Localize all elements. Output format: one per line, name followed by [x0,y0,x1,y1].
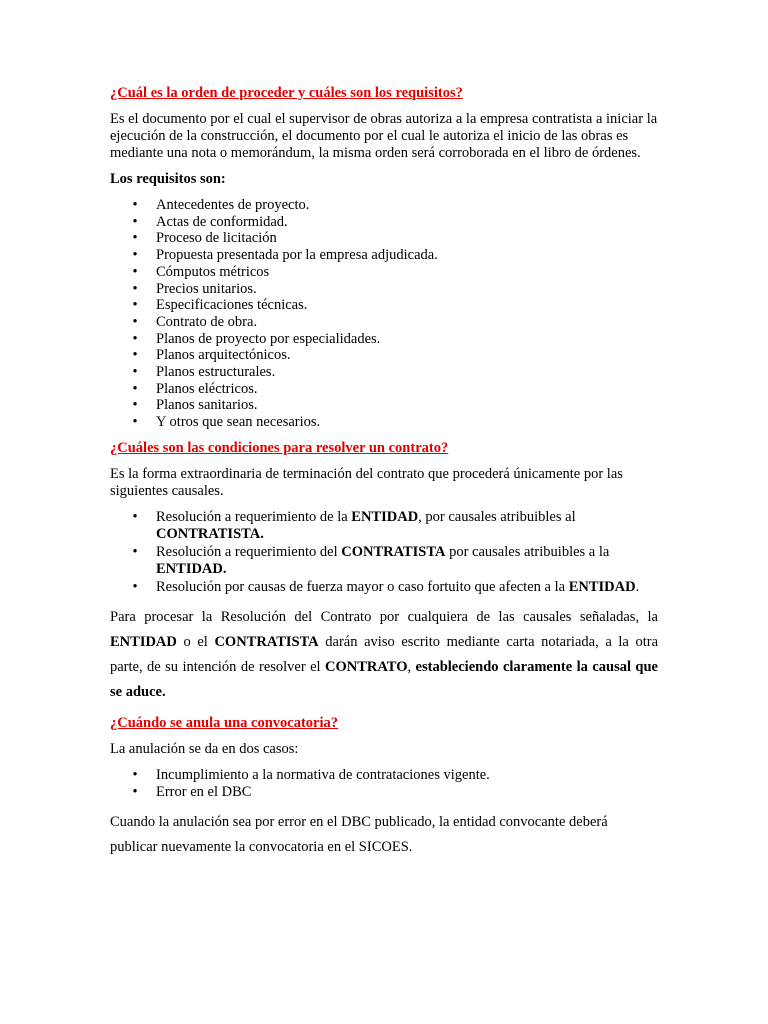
list-item: • Y otros que sean necesarios. [110,414,658,431]
list-item: • Planos arquitectónicos. [110,347,658,364]
list-item: • Planos eléctricos. [110,381,658,398]
bullet-icon: • [132,767,138,784]
list-item: • Planos estructurales. [110,364,658,381]
bullet-icon: • [132,263,138,280]
list-item: • Antecedentes de proyecto. [110,197,658,214]
document-body [110,85,658,860]
bullet-icon: • [132,380,138,397]
list-item: • Proceso de licitación [110,230,658,247]
list-item: • Especificaciones técnicas. [110,297,658,314]
list-item: • Actas de conformidad. [110,214,658,231]
list-item: • Error en el DBC [110,784,658,801]
list-item: • Planos de proyecto por especialidades. [110,331,658,348]
list-item: • Precios unitarios. [110,281,658,298]
bullet-icon: • [132,397,138,414]
list-item: • Incumplimiento a la normativa de contrataciones vigente. [110,767,658,784]
paragraph-sicoes: Cuando la anulación sea por error en el DBC publicado, la entidad convocante deberá publicar nuevamente la convocatoria en el SICOES. [110,813,608,855]
list-item: • Resolución a requerimiento de la ENTIDAD, por causales atribuibles al CONTRATISTA. [110,509,658,544]
paragraph-orden: Es el documento por el cual el supervisor de obras autoriza a la empresa contratista a iniciar la ejecución de la construcción, el documento por el cual le autoriza el inicio de las obras es mediante una nota o memorándum, la misma orden será corroborada en el libro de órdenes. [110,111,658,161]
bullet-icon: • [132,508,138,525]
list-item: • Planos sanitarios. [110,397,658,414]
list-item: • Resolución por causas de fuerza mayor o caso fortuito que afecten a la ENTIDAD. [110,579,658,597]
list-item: • Cómputos métricos [110,264,658,281]
list-item: • Resolución a requerimiento del CONTRATISTA por causales atribuibles a la ENTIDAD. [110,544,658,579]
bullet-icon: • [132,414,138,431]
bullet-icon: • [132,784,138,801]
section-heading-orden: ¿Cuál es la orden de proceder y cuáles son los requisitos? [110,85,463,101]
section-heading-resolver: ¿Cuáles son las condiciones para resolver un contrato? [110,439,449,456]
bullet-icon: • [132,347,138,364]
bullet-icon: • [132,364,138,381]
bullet-icon: • [132,280,138,297]
bullet-icon: • [132,213,138,230]
bullet-icon: • [132,578,138,595]
bullet-icon: • [132,543,138,560]
bullet-icon: • [132,197,138,213]
bullet-icon: • [132,247,138,264]
paragraph-resolver: Es la forma extraordinaria de terminación del contrato que procederá únicamente por las siguientes causales. [110,465,623,499]
causes-list [110,509,658,597]
paragraph-anula: La anulación se da en dos casos: [110,741,299,758]
bullet-icon: • [132,330,138,347]
cases-list [110,767,658,800]
requirements-label: Los requisitos son: [110,171,226,187]
list-item: • Contrato de obra. [110,314,658,331]
paragraph-procesar: Para procesar la Resolución del Contrato por cualquiera de las causales señaladas, la ENTIDAD o el CONTRATISTA darán aviso escrito mediante carta notariada, a la otra parte, de su intención de resolver el CONTRATO, estableciendo claramente la causal que se aduce. [110,609,659,701]
bullet-icon: • [132,230,138,247]
requirements-list [110,197,658,431]
bullet-icon: • [132,313,138,330]
bullet-icon: • [132,297,138,314]
list-item: • Propuesta presentada por la empresa adjudicada. [110,247,658,264]
section-heading-anula: ¿Cuándo se anula una convocatoria? [110,715,339,732]
